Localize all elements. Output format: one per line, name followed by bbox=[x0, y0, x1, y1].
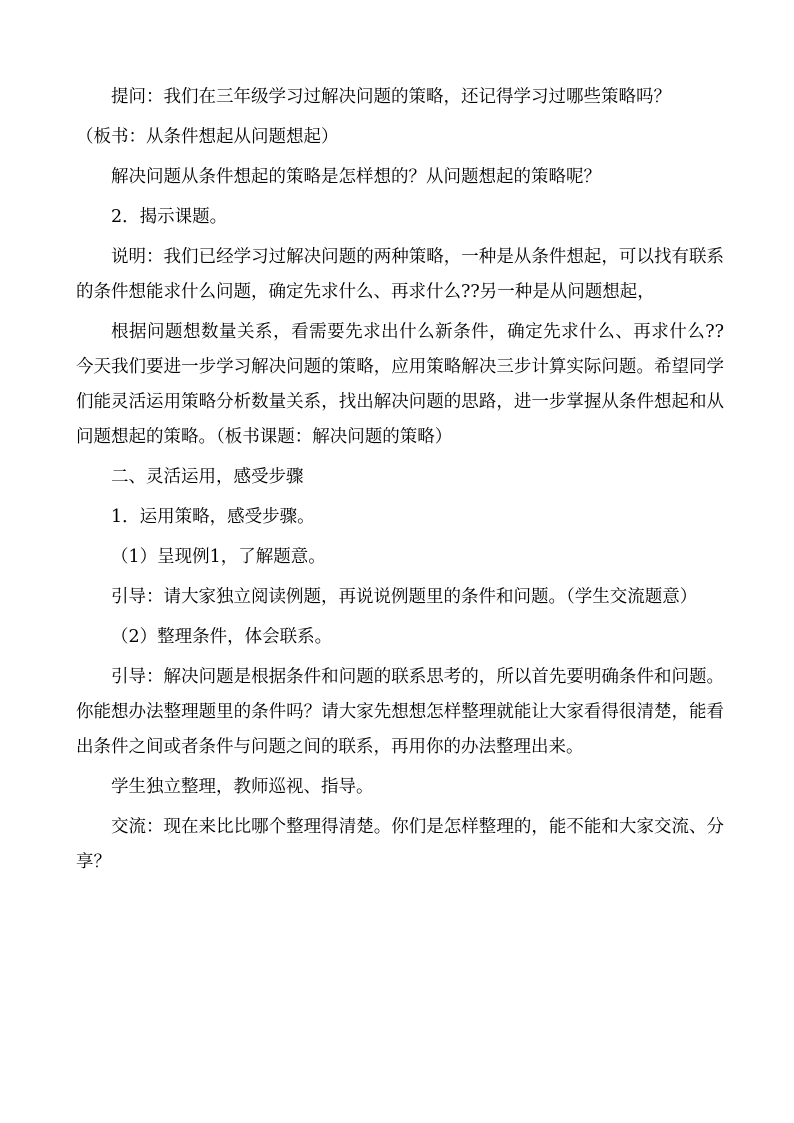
blackboard-note: （板书：从条件想起从问题想起） bbox=[76, 127, 339, 147]
strategy-question: 解决问题从条件想起的策略是怎样想的？从问题想起的策略呢？ bbox=[111, 167, 601, 187]
reveal-topic-heading: 2．揭示课题。 bbox=[111, 207, 228, 227]
quantity-relation-paragraph: 根据问题想数量关系，看需要先求出什么新条件，确定先求什么、再求什么??今天我们要进一步学习解决问题的策略，应用策略解决三步计算实际问题。希望同学们能灵活运用策略分析数量关系，找出解决问题的思路，进一步掌握从条件想起和从问题想起的策略。（板书课题：解决问题的策略） bbox=[76, 322, 724, 447]
guidance-paragraph: 引导：请大家独立阅读例题，再说说例题里的条件和问题。（学生交流题意） bbox=[111, 587, 698, 607]
question-paragraph: 提问：我们在三年级学习过解决问题的策略，还记得学习过哪些策略吗？ bbox=[111, 87, 671, 107]
example-heading: （1）呈现例1，了解题意。 bbox=[111, 547, 326, 567]
section-heading: 二、灵活运用，感受步骤 bbox=[111, 467, 304, 487]
exchange-paragraph: 交流：现在来比比哪个整理得清楚。你们是怎样整理的，能不能和大家交流、分享？ bbox=[76, 817, 724, 872]
subsection-heading: 1．运用策略，感受步骤。 bbox=[111, 507, 315, 527]
student-work-paragraph: 学生独立整理，教师巡视、指导。 bbox=[111, 777, 374, 797]
explanation-paragraph: 说明：我们已经学习过解决问题的两种策略，一种是从条件想起，可以找有联系的条件想能求什么问题，确定先求什么、再求什么??另一种是从问题想起， bbox=[76, 247, 724, 302]
organize-guidance-paragraph: 引导：解决问题是根据条件和问题的联系思考的，所以首先要明确条件和问题。你能想办法整理题里的条件吗？请大家先想想怎样整理就能让大家看得很清楚，能看出条件之间或者条件与问题之间的联系，再用你的办法整理出来。 bbox=[76, 667, 724, 757]
document-page bbox=[76, 80, 724, 885]
organize-heading: （2）整理条件，体会联系。 bbox=[111, 627, 333, 647]
